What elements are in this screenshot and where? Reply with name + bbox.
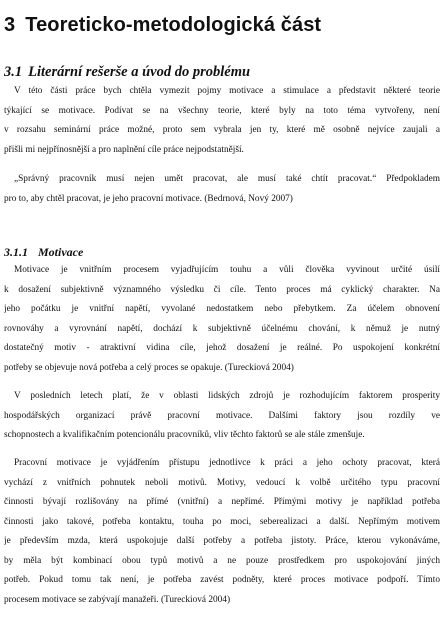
chapter-heading (4, 10, 321, 40)
paragraph-intro (4, 82, 440, 160)
text-line: potřeby se objevuje nová potřeba a celý proces se opakuje. (Tureckiová 2004) (4, 362, 294, 373)
subsection-heading (4, 244, 83, 260)
text-line: pro to, aby chtěl pracovat, je jeho pracovní motivace. (Bedrnová, Nový 2007) (4, 193, 293, 204)
text-line: dostatečný motiv - atraktivní vidina cíle, jehož dosažení je reálné. Po uspokojení konkrétní (4, 343, 440, 353)
paragraph-work-motivation (4, 454, 440, 610)
text-line: přišli mi nejpřínosnější a pro naplnění cíle práce nejpodstatnější. (4, 144, 244, 155)
chapter-title: Teoreticko-metodologická část (25, 14, 322, 36)
text-line: je především mzda, která uspokojuje další potřeby a potřeba jistoty. Práce, kterou vykonáváme, (4, 536, 440, 546)
paragraph-motivation-definition (4, 261, 440, 378)
text-line: jeho počátku je vnitřní napětí, vyvolané nedostatkem nebo přebytkem. Za účelem obnovení (4, 304, 440, 314)
text-line: V této části práce bych chtěla vymezit pojmy motivace a stimulace a představit některé teorie (14, 86, 440, 96)
paragraph-prosperity-factors (4, 387, 440, 446)
text-line: týkající se motivace. Podívat se na všechny teorie, které byly na toto téma vytvořeny, není (4, 105, 440, 116)
chapter-number: 3 (4, 14, 16, 36)
text-line: Motivace je vnitřním procesem vyjadřujícím touhu a vůli člověka vyvinout určité úsilí (14, 265, 440, 275)
text-line: potřeb. Pokud tomu tak není, je potřeba zavést podněty, které proces motivace podpoří. Tímto (4, 575, 440, 585)
text-line: činnosti jako takové, potřeba kontaktu, touha po moci, seberealizaci a další. Nepřímým motivem (4, 516, 440, 527)
text-line: k dosažení subjektivně významného výsledku či cíle. Tento proces má cyklický charakter. Na (4, 284, 440, 295)
text-line: rovnováhy a vyrovnání napětí, dochází k subjektivně účelnému chování, k němuž je nutný (4, 323, 440, 334)
text-line: by měla být kombinací obou typů motivů a ne pouze prostředkem pro uspokojování jiných (4, 555, 440, 566)
subsection-number: 3.1.1 (4, 245, 28, 259)
text-line: procesem motivace se zabývají manažeři. (Tureckiová 2004) (4, 594, 231, 605)
text-line: Pracovní motivace je vyjádřením přístupu jednotlivce k práci a jeho ochoty pracovat, která (14, 458, 440, 468)
text-line: V posledních letech platí, že v oblasti lidských zdrojů je rozhodujícím faktorem prosperity (14, 391, 440, 401)
subsection-title: Motivace (38, 245, 84, 259)
text-line: vychází z vnitřních pohnutek neboli motivů. Motivy, vedoucí k volbě určitého typu pracovní (4, 477, 440, 488)
text-line: schopnostech a kvalifikačním potencionálu pracovníků, vliv těchto faktorů se ale stále zmenšuje. (4, 430, 365, 440)
text-line: činnosti bývají rozlišovány na přímé (vnitřní) a nepřímé. Přímými motivy je například potřeba (4, 497, 440, 507)
text-line: „Správný pracovník musí nejen umět pracovat, ale musí také chtít pracovat.“ Předpokladem (14, 174, 440, 184)
text-line: hospodářských organizací právě pracovní motivace. Dalšími faktory jsou rozdíly ve (4, 410, 440, 421)
section-number: 3.1 (4, 64, 23, 80)
section-heading (4, 63, 250, 81)
section-title: Literární rešerše a úvod do problému (28, 64, 251, 80)
text-line: v rozsahu seminární práce možné, proto sem vybrala jen ty, které mě osobně nejvíce zaujali a (4, 125, 440, 135)
paragraph-quote (4, 170, 440, 209)
